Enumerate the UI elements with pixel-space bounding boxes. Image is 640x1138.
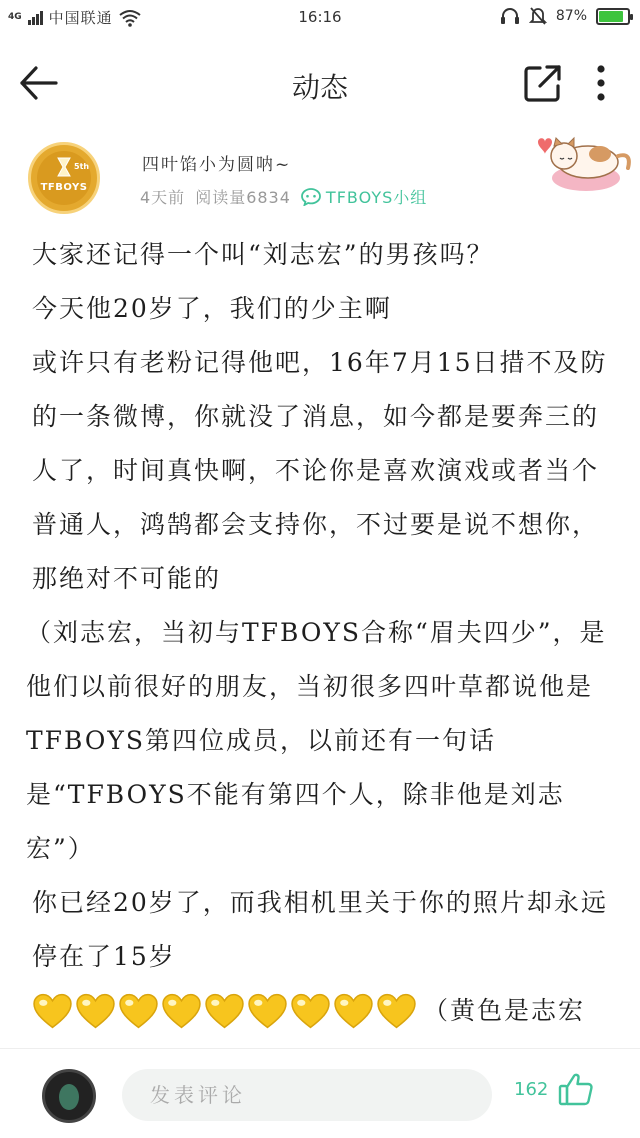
battery-percent: 87% bbox=[555, 8, 587, 24]
yellow-heart-emoji bbox=[333, 992, 374, 1030]
bottom-bar bbox=[0, 1048, 640, 1138]
more-vertical-icon[interactable] bbox=[584, 60, 618, 106]
share-icon[interactable] bbox=[520, 60, 566, 106]
hourglass-icon bbox=[56, 157, 72, 177]
yellow-heart-emoji bbox=[75, 992, 116, 1030]
group-name: TFBOYS小组 bbox=[325, 188, 428, 207]
avatar-text: TFBOYS bbox=[40, 182, 88, 193]
author-name[interactable]: 四叶馅小为圆呐~ bbox=[142, 155, 292, 175]
battery-icon bbox=[596, 8, 630, 25]
mute-bell-icon bbox=[529, 6, 547, 26]
battery-fill bbox=[599, 11, 623, 22]
post-meta bbox=[140, 185, 427, 208]
group-link[interactable] bbox=[301, 185, 427, 208]
post-paragraph: 大家还记得一个叫“刘志宏”的男孩吗？ bbox=[32, 240, 494, 269]
yellow-hearts bbox=[32, 992, 417, 1030]
yellow-heart-emoji bbox=[118, 992, 159, 1030]
like-button[interactable] bbox=[514, 1071, 594, 1107]
post-paragraph: 或许只有老粉记得他吧，16年7月15日措不及防的一条微博，你就没了消息，如今都是要奔三的人了，时间真快啊，不论你是喜欢演戏或者当个普通人，鸿鹄都会支持你，不过要是说不想你，那绝对不可能的 bbox=[32, 348, 608, 593]
status-time: 16:16 bbox=[298, 8, 342, 26]
yellow-heart-emoji bbox=[290, 992, 331, 1030]
post-content bbox=[26, 228, 612, 1038]
cat-sticker-decoration bbox=[528, 126, 638, 196]
status-bar bbox=[0, 0, 640, 36]
hearts-row bbox=[32, 984, 612, 1038]
yellow-heart-emoji bbox=[204, 992, 245, 1030]
headphones-icon bbox=[500, 7, 520, 25]
post-time: 4天前 bbox=[140, 188, 186, 207]
hearts-caption: （黄色是志宏 bbox=[423, 996, 586, 1025]
carrier-label: 中国联通 bbox=[48, 9, 113, 27]
read-count: 阅读量6834 bbox=[195, 188, 291, 207]
avatar-badge: 5th bbox=[74, 162, 90, 171]
yellow-heart-emoji bbox=[376, 992, 417, 1030]
yellow-heart-emoji bbox=[32, 992, 73, 1030]
user-avatar[interactable] bbox=[42, 1069, 96, 1123]
post-paragraph: （刘志宏，当初与TFBOYS合称“眉夫四少”，是他们以前很好的朋友，当初很多四叶草都说他是TFBOYS第四位成员，以前还有一句话是“TFBOYS不能有第四个人，除非他是刘志宏”） bbox=[26, 618, 607, 863]
thumbs-up-icon bbox=[558, 1071, 594, 1107]
status-right bbox=[500, 6, 630, 26]
like-count: 162 bbox=[514, 1078, 549, 1100]
network-type: 4G bbox=[8, 12, 22, 22]
author-avatar[interactable] bbox=[28, 142, 100, 214]
group-chat-icon bbox=[301, 188, 321, 206]
header bbox=[0, 40, 640, 124]
post-paragraph: 今天他20岁了，我们的少主啊 bbox=[32, 294, 392, 323]
post-paragraph: 你已经20岁了，而我相机里关于你的照片却永远停在了15岁 bbox=[32, 888, 608, 971]
page-title: 动态 bbox=[291, 71, 348, 104]
comment-input[interactable] bbox=[122, 1069, 492, 1121]
yellow-heart-emoji bbox=[161, 992, 202, 1030]
yellow-heart-emoji bbox=[247, 992, 288, 1030]
